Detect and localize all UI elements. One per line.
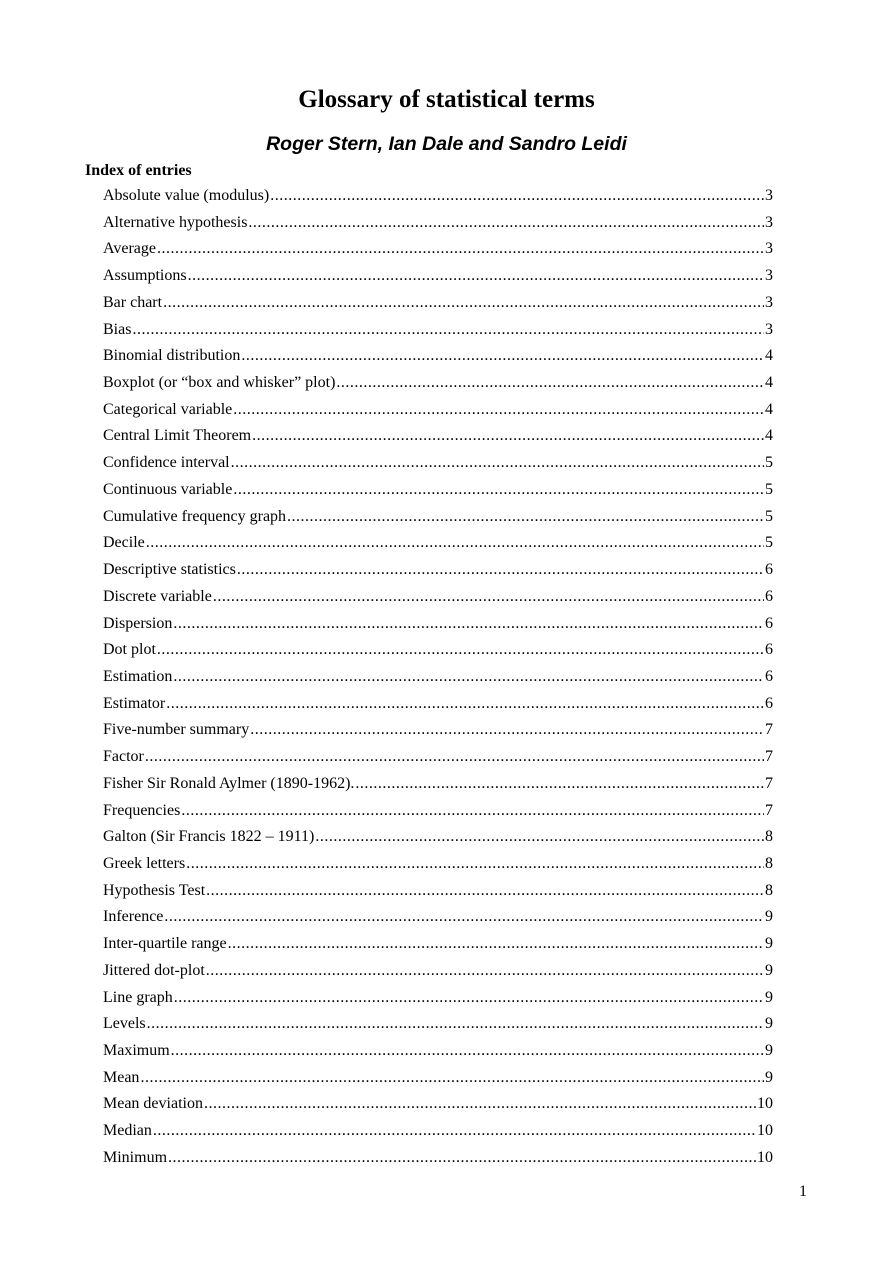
toc-entry-term: Descriptive statistics [103,561,236,579]
toc-entry-term: Factor [103,748,144,766]
toc-entry[interactable] [103,240,773,267]
toc-entry[interactable] [103,561,773,588]
toc-entry-term: Continuous variable [103,480,233,498]
toc-entry-term: Confidence interval [103,454,230,472]
toc-entry-term: Maximum [103,1042,170,1059]
toc-entry-page: 3 [765,293,773,311]
toc-entry-page: 6 [765,641,773,659]
toc-entry-page: 9 [765,908,773,926]
toc-entry[interactable] [103,1069,773,1096]
toc-entry[interactable] [103,187,773,214]
toc-dot-leader [173,615,764,633]
toc-entry[interactable] [103,534,773,561]
toc-entry[interactable] [103,828,773,855]
toc-dot-leader [146,534,764,552]
toc-dot-leader [233,481,764,499]
toc-dot-leader [237,561,764,579]
toc-entry[interactable] [103,481,773,508]
toc-dot-leader [145,748,764,766]
toc-entry-page: 7 [765,801,773,819]
toc-entry-term: Jittered dot-plot [103,961,205,979]
toc-entry-page: 4 [765,400,773,418]
toc-entry-term: Binomial distribution [103,347,241,365]
toc-dot-leader [355,775,764,793]
toc-entry-page: 8 [765,828,773,846]
toc-dot-leader [171,1042,764,1060]
toc-entry-term: Decile [103,534,145,552]
toc-entry-term: Galton (Sir Francis 1822 – 1911) [103,828,315,846]
toc-dot-leader [147,1015,764,1033]
toc-entry-term: Frequencies [103,801,181,819]
toc-entry-term: Levels [103,1015,146,1033]
table-of-contents [103,187,773,1176]
toc-dot-leader [315,828,764,846]
toc-entry-term: Central Limit Theorem [103,427,252,445]
toc-entry[interactable] [103,267,773,294]
toc-entry-page: 9 [765,988,773,1006]
toc-entry[interactable] [103,882,773,909]
toc-entry-term: Alternative hypothesis [103,213,248,231]
toc-entry-page: 6 [765,614,773,632]
toc-dot-leader [166,695,764,713]
document-authors: Roger Stern, Ian Dale and Sandro Leidi [266,133,627,155]
toc-entry[interactable] [103,935,773,962]
toc-entry-page: 7 [765,721,773,739]
toc-dot-leader [231,454,764,472]
toc-entry[interactable] [103,1042,773,1069]
toc-entry-page: 3 [765,267,773,285]
toc-entry-page: 5 [765,534,773,552]
toc-entry[interactable] [103,802,773,829]
toc-dot-leader [168,1149,756,1167]
toc-entry-term: Assumptions [103,267,187,285]
toc-entry-term: Estimator [103,694,166,712]
toc-entry-page: 5 [765,454,773,472]
toc-entry-term: Line graph [103,988,173,1006]
toc-entry-page: 9 [765,1042,773,1059]
toc-dot-leader [233,401,764,419]
toc-entry[interactable] [103,748,773,775]
toc-dot-leader [153,1122,756,1140]
toc-entry-term: Greek letters [103,854,186,872]
toc-entry[interactable] [103,721,773,748]
toc-entry[interactable] [103,347,773,374]
toc-dot-leader [157,641,764,659]
toc-entry-page: 6 [765,587,773,605]
toc-entry[interactable] [103,401,773,428]
toc-entry-page: 3 [765,187,773,204]
toc-dot-leader [174,989,764,1007]
toc-entry[interactable] [103,1015,773,1042]
toc-dot-leader [206,882,764,900]
toc-entry-page: 9 [765,1068,773,1086]
toc-entry-page: 3 [765,320,773,338]
toc-entry[interactable] [103,1122,773,1149]
toc-entry-page: 4 [765,427,773,445]
toc-dot-leader [188,267,764,285]
toc-entry[interactable] [103,615,773,642]
toc-entry[interactable] [103,641,773,668]
toc-dot-leader [241,347,764,365]
toc-dot-leader [164,908,764,926]
toc-dot-leader [163,294,764,312]
toc-entry[interactable] [103,695,773,722]
toc-entry-page: 10 [757,1148,773,1166]
toc-entry[interactable] [103,775,773,802]
toc-entry-page: 8 [765,881,773,899]
toc-entry[interactable] [103,214,773,241]
toc-entry-term: Inference [103,908,164,926]
toc-entry-term: Absolute value (modulus) [103,187,270,204]
document-title: Glossary of statistical terms [298,86,595,113]
toc-dot-leader [206,962,764,980]
toc-dot-leader [287,508,764,526]
toc-entry-page: 6 [765,561,773,579]
toc-entry-page: 7 [765,748,773,766]
toc-entry-page: 10 [757,1122,773,1140]
toc-entry[interactable] [103,294,773,321]
toc-entry-page: 6 [765,694,773,712]
toc-entry[interactable] [103,588,773,615]
toc-entry-page: 4 [765,347,773,365]
toc-entry[interactable] [103,508,773,535]
toc-entry-page: 9 [765,935,773,953]
toc-entry-term: Fisher Sir Ronald Aylmer (1890-1962). [103,774,355,792]
toc-entry-page: 3 [765,240,773,258]
toc-entry-term: Cumulative frequency graph [103,507,287,525]
toc-entry-term: Median [103,1122,152,1140]
toc-entry-page: 6 [765,667,773,685]
toc-entry-page: 7 [765,774,773,792]
toc-entry-term: Five-number summary [103,721,250,739]
toc-entry-term: Categorical variable [103,400,233,418]
toc-entry-term: Discrete variable [103,587,212,605]
toc-entry[interactable] [103,454,773,481]
toc-dot-leader [132,321,764,339]
toc-entry[interactable] [103,1149,773,1176]
toc-entry-term: Estimation [103,667,173,685]
toc-entry-term: Inter-quartile range [103,935,227,953]
toc-dot-leader [213,588,764,606]
toc-entry-page: 5 [765,480,773,498]
toc-entry[interactable] [103,855,773,882]
toc-dot-leader [173,668,764,686]
toc-dot-leader [181,802,764,820]
toc-entry-term: Mean [103,1068,140,1086]
toc-entry-page: 9 [765,1015,773,1033]
toc-entry-term: Dispersion [103,614,173,632]
toc-dot-leader [252,427,764,445]
toc-dot-leader [204,1095,756,1113]
toc-dot-leader [228,935,764,953]
toc-entry-term: Average [103,240,156,258]
toc-entry[interactable] [103,427,773,454]
toc-entry-term: Dot plot [103,641,156,659]
toc-entry-page: 4 [765,374,773,392]
toc-entry[interactable] [103,962,773,989]
toc-dot-leader [270,187,764,205]
page-number: 1 [799,1183,807,1200]
toc-dot-leader [140,1069,764,1087]
toc-entry[interactable] [103,668,773,695]
index-heading: Index of entries [85,162,192,179]
toc-entry-page: 9 [765,961,773,979]
toc-entry-page: 5 [765,507,773,525]
toc-entry-page: 8 [765,854,773,872]
toc-entry[interactable] [103,989,773,1016]
toc-entry-term: Bar chart [103,293,163,311]
toc-entry-term: Mean deviation [103,1095,203,1113]
toc-dot-leader [157,240,764,258]
toc-entry[interactable] [103,321,773,348]
toc-dot-leader [250,721,764,739]
toc-entry[interactable] [103,1095,773,1122]
toc-entry-page: 10 [757,1095,773,1113]
toc-entry-term: Bias [103,320,132,338]
toc-entry-term: Hypothesis Test [103,881,206,899]
toc-dot-leader [336,374,764,392]
toc-dot-leader [186,855,764,873]
toc-entry-term: Boxplot (or “box and whisker” plot) [103,374,336,392]
toc-entry-page: 3 [765,213,773,231]
toc-entry[interactable] [103,374,773,401]
toc-dot-leader [248,214,764,232]
toc-entry-term: Minimum [103,1148,168,1166]
toc-entry[interactable] [103,908,773,935]
